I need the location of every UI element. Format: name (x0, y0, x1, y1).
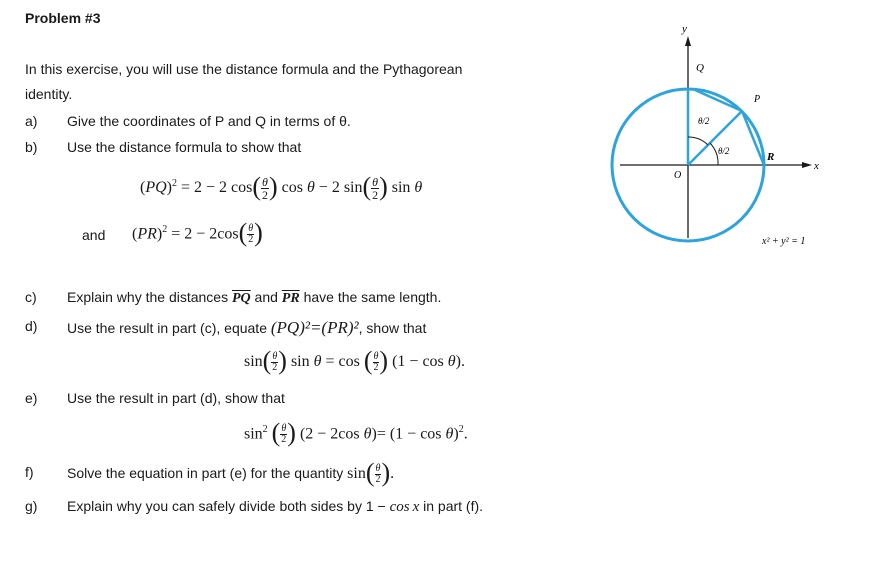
half-angle-label-2: θ/2 (718, 146, 730, 156)
equation-part-e: $\sin^2$ ( $\frac{\theta}{2}$ ) (2 − 2cos $\theta)= (1 - \cos \theta)^2$. (244, 418, 468, 448)
part-d-text: Use the result in part (c), equate (PQ)²=(PR)², show that (67, 318, 427, 337)
segment-PR (742, 111, 764, 165)
problem-title: Problem #3 (25, 10, 101, 26)
part-e-text: Use the result in part (d), show that (67, 390, 285, 406)
intro-line-1: In this exercise, you will use the distance formula and the Pythagorean (25, 61, 463, 77)
part-a-text: Give the coordinates of P and Q in terms of θ. (67, 113, 351, 129)
part-f-label: f) (25, 464, 34, 480)
part-c-text: Explain why the distances $\overline{PQ}$ and $\overline{PR}$ have the same length. (67, 289, 442, 306)
angle-arc-2 (710, 143, 718, 165)
part-d-label: d) (25, 318, 38, 334)
unit-circle-diagram (600, 20, 850, 260)
x-axis-arrow-icon (802, 162, 812, 168)
point-Q-label: Q (696, 62, 704, 74)
equation-part-d: sin( $\frac{\theta}{2}$ ) sin θ = cos ( $\frac{\theta}{2}$ ) (1 − cos θ). (244, 346, 465, 376)
part-g-text: Explain why you can safely divide both sides by 1 − cos x in part (f). (67, 498, 484, 515)
part-f-text: Solve the equation in part (e) for the quantity sin( $\frac{\theta}{2}$ ). (67, 458, 395, 488)
equation-pr-squared: (PR)$^2$ = 2 − 2cos( $\frac{\theta}{2}$ ) (132, 218, 263, 248)
part-e-label: e) (25, 390, 38, 406)
part-g-label: g) (25, 498, 38, 514)
part-b-label: b) (25, 139, 38, 155)
angle-arc-1 (688, 137, 708, 145)
origin-label: O (674, 170, 682, 181)
part-c-label: c) (25, 289, 37, 305)
point-R-label: R (767, 151, 775, 163)
y-axis-arrow-icon (685, 36, 691, 46)
circle-equation-label: x² + y² = 1 (762, 236, 806, 247)
and-label: and (82, 227, 106, 243)
segment-QP (695, 90, 742, 111)
equation-pq-squared: (PQ)$^2$ = 2 − 2 cos( $\frac{\theta}{2}$ ) cos θ − 2 sin( $\frac{\theta}{2}$ ) sin θ (140, 172, 423, 202)
point-P-label: P (754, 94, 761, 105)
part-b-text: Use the distance formula to show that (67, 139, 302, 155)
part-a-label: a) (25, 113, 38, 129)
x-axis-label: x (814, 160, 819, 172)
y-axis-label: y (682, 23, 687, 35)
intro-line-2: identity. (25, 86, 73, 102)
half-angle-label-1: θ/2 (698, 116, 710, 126)
